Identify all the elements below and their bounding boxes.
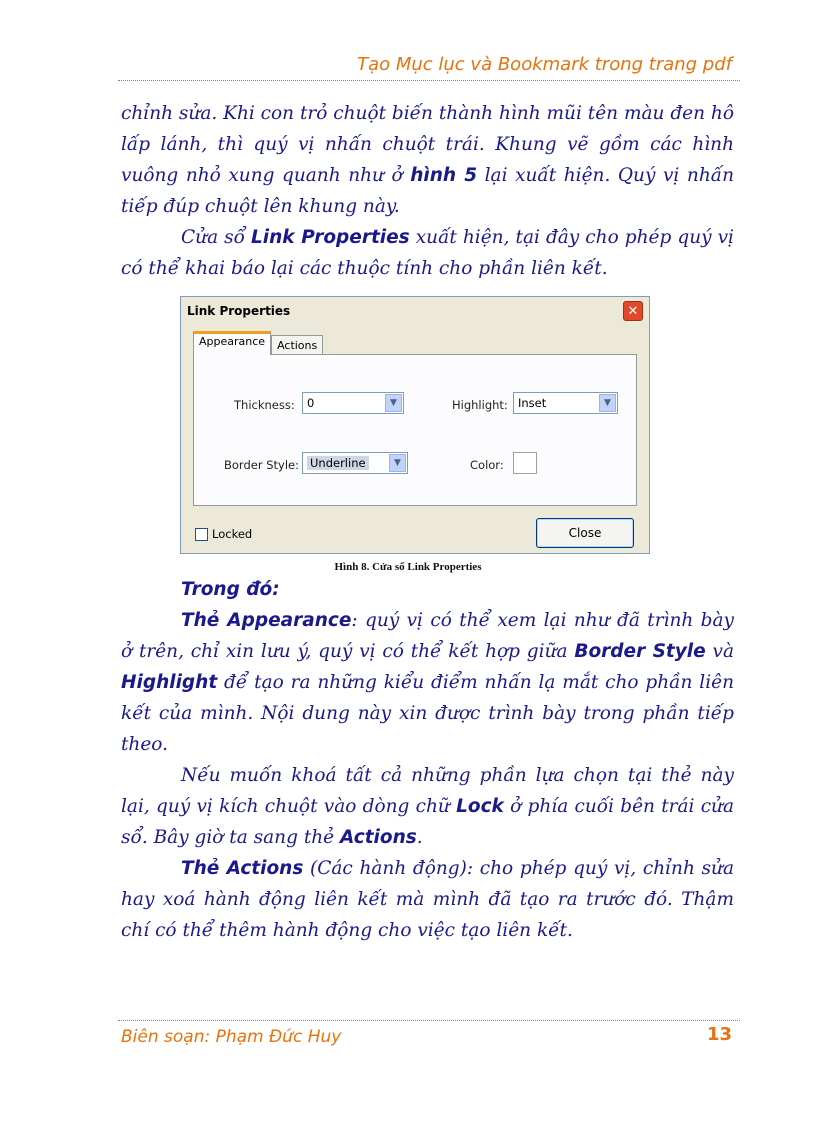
highlight-label: Highlight: [452, 398, 508, 412]
paragraph-2: Cửa sổ Link Properties xuất hiện, tại đây cho phép quý vị có thể khai báo lại các thuộc tính cho phần liên kết. [121, 227, 734, 279]
close-button[interactable]: Close [536, 518, 634, 548]
thickness-select[interactable]: 0 ▼ [302, 392, 404, 414]
link-properties-dialog [180, 296, 650, 554]
color-swatch[interactable] [513, 452, 537, 474]
section-body [121, 574, 734, 946]
paragraph-actions: Thẻ Actions (Các hành động): cho phép quý vị, chỉnh sửa hay xoá hành động liên kết mà mình đã tạo ra trước đó. Thậm chí có thể thêm hành động cho việc tạo liên kết. [121, 858, 734, 941]
locked-label: Locked [212, 527, 253, 541]
chevron-down-icon: ▼ [385, 394, 402, 412]
page-number: 13 [706, 1024, 732, 1045]
paragraph-appearance: Thẻ Appearance: quý vị có thể xem lại như đã trình bày ở trên, chỉ xin lưu ý, quý vị có thể kết hợp giữa Border Style và Highlight để tạo ra những kiểu điểm nhấn lạ mắt cho phần liên kết của mình. Nội dung này xin được trình bày trong phần tiếp theo. [121, 610, 734, 755]
chevron-down-icon: ▼ [389, 454, 406, 472]
dialog-titlebar [181, 297, 649, 325]
header-title: Tạo Mục lục và Bookmark trong trang pdf [357, 54, 732, 75]
section-heading: Trong đó: [181, 579, 280, 600]
chevron-down-icon: ▼ [599, 394, 616, 412]
dialog-tabs [193, 331, 323, 355]
thickness-label: Thickness: [234, 398, 295, 412]
color-label: Color: [470, 458, 504, 472]
checkbox-box[interactable] [195, 528, 208, 541]
paragraph-lock: Nếu muốn khoá tất cả những phần lựa chọn tại thẻ này lại, quý vị kích chuột vào dòng chữ Lock ở phía cuối bên trái cửa sổ. Bây giờ ta sang thẻ Actions. [121, 765, 734, 848]
figure-caption: Hình 8. Cửa sổ Link Properties [334, 561, 482, 573]
intro-text [121, 98, 734, 284]
border-style-label: Border Style: [224, 458, 299, 472]
tab-actions[interactable]: Actions [271, 335, 323, 355]
header-rule [118, 80, 740, 81]
tab-appearance[interactable]: Appearance [193, 331, 271, 355]
appearance-panel [193, 354, 637, 506]
paragraph-1: chỉnh sửa. Khi con trỏ chuột biến thành hình mũi tên màu đen hô lấp lánh, thì quý vị nhấn chuột trái. Khung vẽ gồm các hình vuông nhỏ xung quanh như ở hình 5 lại xuất hiện. Quý vị nhấn tiếp đúp chuột lên khung này. [121, 103, 734, 217]
footer-rule [118, 1020, 740, 1021]
locked-checkbox[interactable] [195, 527, 252, 541]
border-style-select[interactable]: Underline ▼ [302, 452, 408, 474]
footer-author: Biên soạn: Phạm Đức Huy [121, 1027, 342, 1047]
dialog-title: Link Properties [187, 304, 291, 318]
close-icon[interactable]: ✕ [623, 301, 643, 321]
highlight-select[interactable]: Inset ▼ [513, 392, 618, 414]
